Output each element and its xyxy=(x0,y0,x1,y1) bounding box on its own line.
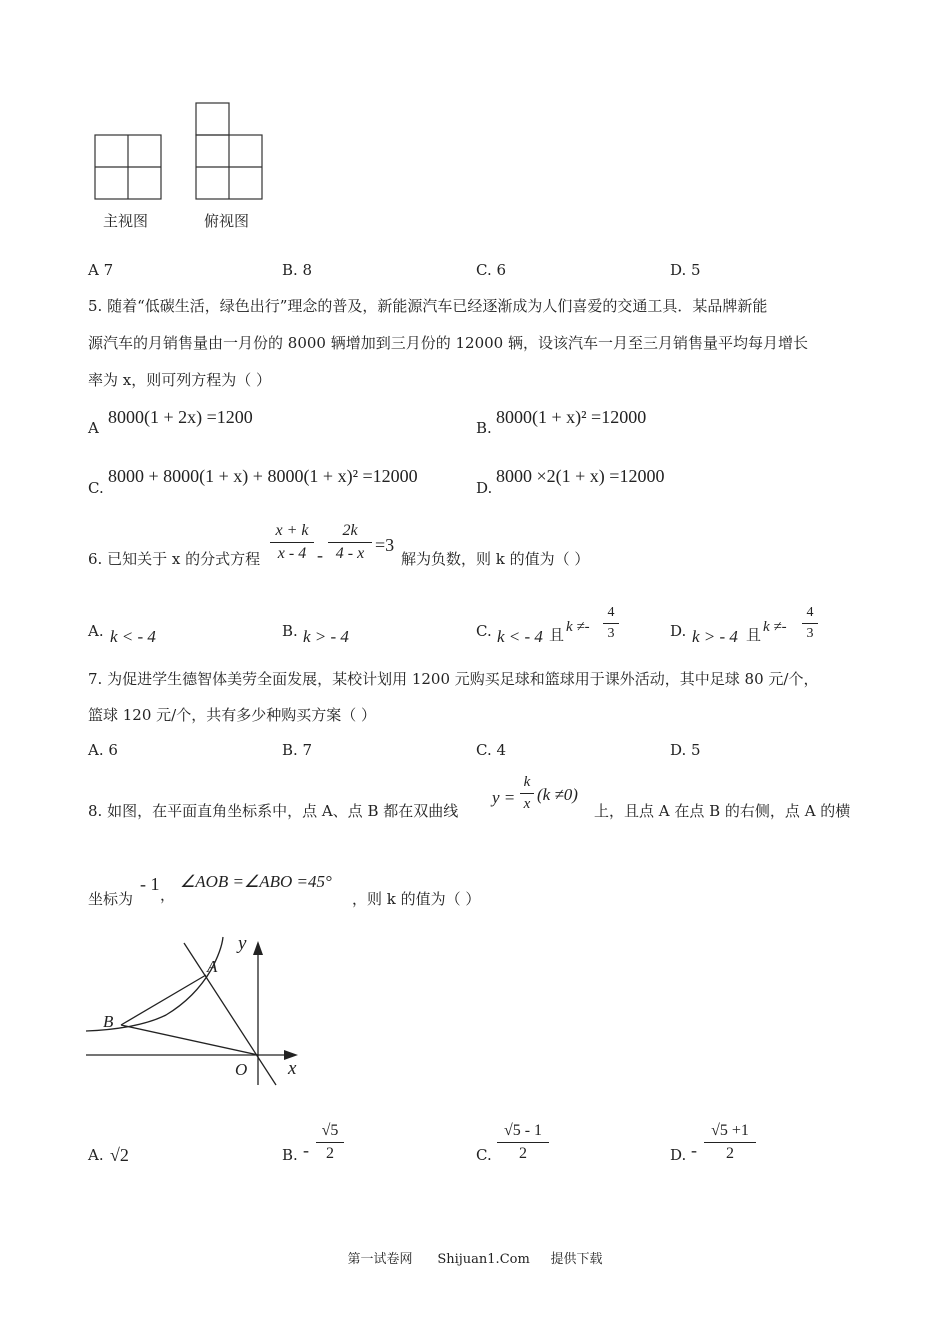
q6-fraction-2 xyxy=(328,522,372,563)
q6-f1-numerator: x + k xyxy=(275,522,309,539)
q8-k-condition: (k ≠0) xyxy=(537,785,578,804)
q8-option-d-label: D. xyxy=(670,1146,687,1164)
q6-option-d-fraction xyxy=(802,605,818,642)
label-b: B xyxy=(103,1012,114,1031)
q4-views-figure xyxy=(90,98,270,208)
q8-option-a-label: A. xyxy=(88,1146,104,1164)
q5-option-d: 8000 ×2(1 + x) =12000 xyxy=(496,466,665,486)
q6-option-c-fraction xyxy=(603,605,619,642)
q8-option-b-neg: - xyxy=(303,1140,309,1160)
q6-option-a: k < - 4 xyxy=(110,627,156,646)
page-footer: 第一试卷网 Shijuan1.Com 提供下载 xyxy=(347,1252,603,1267)
q8-option-c-label: C. xyxy=(476,1146,492,1164)
q8-option-b-fraction xyxy=(316,1122,344,1163)
q5-option-a-label: A xyxy=(88,419,99,437)
q7-line1: 7. 为促进学生德智体美劳全面发展，某校计划用 1200 元购买足球和篮球用于课外活动，其中足球 80 元/个， xyxy=(88,670,819,688)
q5-line2: 源汽车的月销售量由一月份的 8000 辆增加到三月份的 12000 辆，设该汽车一月至三月销售量平均每月增长 xyxy=(88,334,808,352)
q8-option-c-den: 2 xyxy=(519,1145,527,1162)
q8-option-c-num: √5 - 1 xyxy=(503,1122,543,1139)
q7-line2: 篮球 120 元/个，共有多少种购买方案（ ） xyxy=(88,706,376,724)
q8-option-a: √2 xyxy=(110,1145,129,1165)
q6-equals: =3 xyxy=(375,535,395,555)
q6-option-c-cond: k ≠- xyxy=(566,619,590,635)
q8-option-d-fraction xyxy=(704,1122,756,1163)
q8-coordinate-figure xyxy=(86,935,316,1090)
q6-option-d: k > - 4 xyxy=(692,627,738,646)
q4-option-c: C. 6 xyxy=(476,261,507,279)
q5-line1: 5. 随着“低碳生活，绿色出行”理念的普及，新能源汽车已经逐渐成为人们喜爱的交通工具．某品牌新能 xyxy=(88,297,768,315)
q6-option-c-frac-den: 3 xyxy=(607,626,615,641)
label-o: O xyxy=(235,1060,248,1079)
q6-suffix: 解为负数，则 k 的值为（ ） xyxy=(401,550,590,568)
line-ba xyxy=(121,975,206,1025)
q8-option-b-label: B. xyxy=(282,1146,298,1164)
y-axis-arrow-icon xyxy=(253,941,263,955)
q4-option-a: A 7 xyxy=(88,261,114,279)
line-ao xyxy=(184,943,276,1085)
q6-option-d-label: D. xyxy=(670,622,687,640)
q4-option-d: D. 5 xyxy=(670,261,701,279)
q8-y-equals: y = xyxy=(492,788,516,807)
q6-option-c-and: 且 xyxy=(549,626,565,644)
q8-option-d-num: √5 +1 xyxy=(711,1122,749,1139)
q8-option-d-neg: - xyxy=(691,1140,697,1160)
q6-f2-numerator: 2k xyxy=(342,522,358,539)
q6-minus: - xyxy=(317,545,323,565)
q8-x-denominator: x xyxy=(523,796,531,812)
q5-line3: 率为 x，则可列方程为（ ） xyxy=(88,371,271,389)
q8-option-c-fraction xyxy=(497,1122,549,1163)
q6-option-a-label: A. xyxy=(88,622,104,640)
q8-angle-equation: ∠AOB =∠ABO =45° xyxy=(180,872,332,891)
label-a: A xyxy=(207,957,218,976)
q6-option-d-frac-den: 3 xyxy=(806,626,814,641)
q6-option-c-label: C. xyxy=(476,622,492,640)
q8-line1-suffix: 上，且点 A 在点 B 的右侧，点 A 的横 xyxy=(594,802,851,820)
q5-option-b-label: B. xyxy=(476,419,492,437)
top-view-top-cell xyxy=(196,103,229,135)
top-view-label: 俯视图 xyxy=(204,212,250,230)
q8-line2-suffix: ，则 k 的值为（ ） xyxy=(352,890,481,908)
q6-option-c: k < - 4 xyxy=(497,627,543,646)
q7-option-b: B. 7 xyxy=(282,741,313,759)
q8-option-b-den: 2 xyxy=(326,1145,334,1162)
q6-option-b: k > - 4 xyxy=(303,627,349,646)
q5-option-a: 8000(1 + 2x) =1200 xyxy=(108,407,253,427)
q6-fraction-1 xyxy=(270,522,314,563)
q5-option-b: 8000(1 + x)² =12000 xyxy=(496,407,647,427)
q8-line1-prefix: 8. 如图，在平面直角坐标系中，点 A、点 B 都在双曲线 xyxy=(88,802,459,820)
q8-neg-one: - 1 xyxy=(140,874,160,894)
q5-option-c-label: C. xyxy=(88,479,104,497)
q8-line2-prefix: 坐标为 xyxy=(88,890,134,908)
q6-option-b-label: B. xyxy=(282,622,298,640)
q5-option-c: 8000 + 8000(1 + x) + 8000(1 + x)² =12000 xyxy=(108,466,418,486)
front-view-label: 主视图 xyxy=(103,212,149,230)
q4-option-b: B. 8 xyxy=(282,261,313,279)
q7-option-c: C. 4 xyxy=(476,741,507,759)
label-x: x xyxy=(288,1058,297,1079)
q8-k-numerator: k xyxy=(523,774,531,790)
q6-option-d-frac-num: 4 xyxy=(806,605,814,620)
q6-f2-denominator: 4 - x xyxy=(335,545,365,562)
q8-hyperbola-fraction xyxy=(520,774,534,813)
q5-option-d-label: D. xyxy=(476,479,493,497)
q8-option-b-num: √5 xyxy=(321,1122,339,1139)
q8-comma: ， xyxy=(160,886,176,904)
q6-option-d-and: 且 xyxy=(746,626,762,644)
label-y: y xyxy=(238,935,247,954)
q8-option-d-den: 2 xyxy=(726,1145,734,1162)
q7-option-a: A. 6 xyxy=(88,741,118,759)
line-bo xyxy=(121,1025,258,1055)
q6-prefix: 6. 已知关于 x 的分式方程 xyxy=(88,550,261,568)
q6-f1-denominator: x - 4 xyxy=(277,545,307,562)
q6-option-d-cond: k ≠- xyxy=(763,619,787,635)
q7-option-d: D. 5 xyxy=(670,741,701,759)
q6-option-c-frac-num: 4 xyxy=(607,605,615,620)
